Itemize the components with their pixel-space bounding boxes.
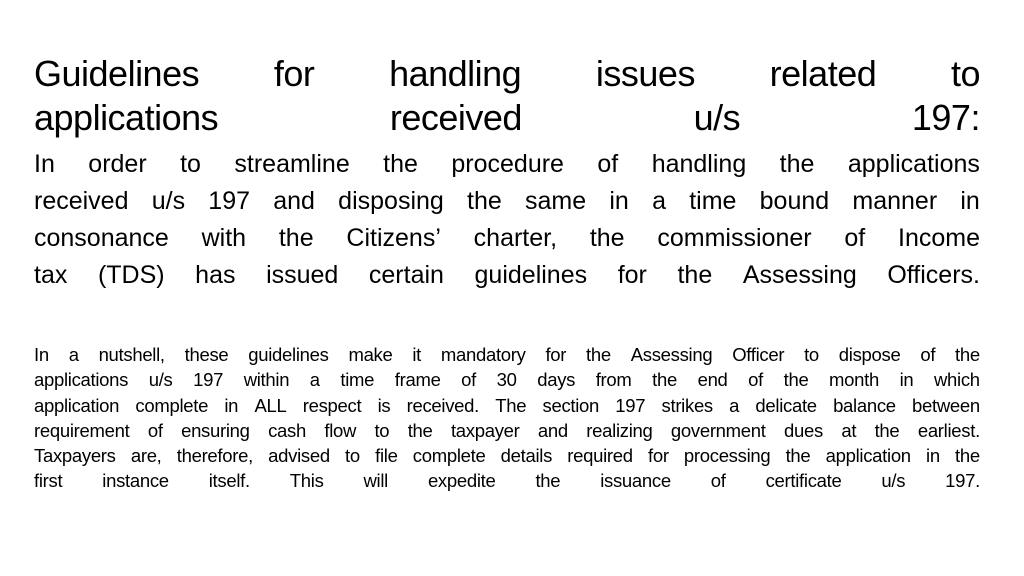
word: flow [324, 419, 357, 441]
text-line [34, 443, 980, 468]
word: delicate [755, 394, 817, 416]
word: handling [651, 150, 747, 178]
word: taxpayer [450, 419, 520, 441]
word: charter, [473, 224, 558, 252]
word: The [495, 394, 527, 416]
text-line [34, 96, 980, 140]
word: commissioner [657, 224, 812, 252]
word: time [340, 369, 375, 391]
text-line [34, 418, 980, 443]
text-line [34, 393, 980, 418]
text-line [34, 468, 980, 493]
text-line [34, 183, 980, 220]
word: (TDS) [97, 261, 165, 289]
word: to [374, 419, 390, 441]
word: file [375, 445, 398, 467]
word: Assessing [742, 261, 857, 289]
word: handling [389, 53, 522, 94]
word: make [348, 344, 393, 365]
word: in [609, 187, 629, 215]
text-line [34, 367, 980, 392]
word: section [542, 394, 600, 416]
word: a [729, 394, 740, 416]
word: related [769, 53, 877, 94]
word: In [34, 344, 49, 365]
word: government [670, 419, 766, 441]
word: respect [302, 394, 362, 416]
word: certain [368, 261, 444, 289]
word: advised [268, 445, 330, 467]
word: in [960, 187, 980, 215]
word: same [525, 187, 587, 215]
word: realizing [586, 419, 653, 441]
word: requirement [34, 419, 130, 441]
word: the [783, 369, 809, 391]
word: between [912, 394, 980, 416]
word: nutshell, [98, 344, 165, 365]
text-line [34, 146, 980, 183]
word: issuance [600, 470, 671, 492]
word: u/s [881, 470, 906, 492]
word: for [647, 445, 669, 467]
word: a [68, 344, 79, 365]
word: dispose [838, 344, 901, 365]
word: the [955, 445, 980, 467]
word: Citizens’ [346, 224, 441, 252]
word: days [537, 369, 576, 391]
word: application [34, 394, 120, 416]
word: end [697, 369, 728, 391]
word: 197 [208, 187, 251, 215]
word: cash [268, 419, 306, 441]
word: received [389, 97, 522, 138]
word: of [748, 369, 763, 391]
word: required [567, 445, 633, 467]
word: are, [130, 445, 162, 467]
word: to [180, 150, 201, 178]
word: u/s [693, 97, 741, 138]
word: ALL [254, 394, 287, 416]
word: procedure [451, 150, 564, 178]
slide-title [34, 52, 980, 140]
word: to [345, 445, 360, 467]
word: u/s [148, 369, 173, 391]
word: processing [683, 445, 771, 467]
word: a [309, 369, 320, 391]
word: with [201, 224, 247, 252]
word: 197: [911, 97, 980, 138]
word: the [677, 261, 713, 289]
word: received. [406, 394, 479, 416]
word: disposing [338, 187, 444, 215]
word: issues [595, 53, 695, 94]
word: of [461, 369, 477, 391]
word: complete [135, 394, 209, 416]
word: Income [898, 224, 980, 252]
word: the [383, 150, 418, 178]
word: applications [34, 369, 129, 391]
word: in [926, 445, 940, 467]
word: instance [102, 470, 169, 492]
word: for [273, 53, 315, 94]
word: tax [34, 261, 68, 289]
paragraph-2 [34, 342, 980, 494]
word: the [874, 419, 900, 441]
word: these [184, 344, 229, 365]
word: Officer [732, 344, 785, 365]
word: applications [34, 97, 219, 138]
word: This [289, 470, 324, 492]
word: ensuring [181, 419, 250, 441]
word: u/s [151, 187, 186, 215]
word: it [412, 344, 422, 365]
word: application [825, 445, 911, 467]
word: the [785, 445, 811, 467]
word: Officers. [887, 261, 980, 289]
word: guidelines [248, 344, 329, 365]
word: is [377, 394, 391, 416]
word: a [652, 187, 666, 215]
word: 197 [615, 394, 646, 416]
word: streamline [234, 150, 350, 178]
word: the [467, 187, 502, 215]
word: expedite [427, 470, 496, 492]
word: bound [759, 187, 830, 215]
word: time [689, 187, 737, 215]
text-line [34, 342, 980, 367]
word: to [950, 53, 980, 94]
word: frame [394, 369, 441, 391]
word: from [595, 369, 632, 391]
word: of [844, 224, 866, 252]
word: of [920, 344, 936, 365]
word: 197. [945, 470, 980, 492]
word: which [934, 369, 980, 391]
word: certificate [765, 470, 842, 492]
word: the [407, 419, 433, 441]
word: issued [266, 261, 339, 289]
word: of [147, 419, 163, 441]
word: received [34, 187, 129, 215]
word: the [652, 369, 677, 391]
word: the [586, 344, 611, 365]
word: consonance [34, 224, 169, 252]
word: 197 [193, 369, 224, 391]
word: for [545, 344, 567, 365]
word: order [88, 150, 147, 178]
word: the [779, 150, 815, 178]
word: Guidelines [34, 53, 200, 94]
word: complete [412, 445, 486, 467]
word: details [500, 445, 553, 467]
word: manner [852, 187, 938, 215]
word: will [363, 470, 388, 492]
word: earliest. [917, 419, 980, 441]
word: month [829, 369, 879, 391]
text-line [34, 257, 980, 294]
word: balance [833, 394, 896, 416]
word: in [224, 394, 239, 416]
word: and [273, 187, 315, 215]
word: the [589, 224, 625, 252]
word: for [617, 261, 647, 289]
paragraph-1 [34, 146, 980, 294]
word: therefore, [176, 445, 253, 467]
word: the [278, 224, 314, 252]
word: 30 [496, 369, 517, 391]
word: Assessing [630, 344, 713, 365]
word: of [710, 470, 726, 492]
word: guidelines [474, 261, 588, 289]
word: of [597, 150, 619, 178]
word: within [243, 369, 290, 391]
word: has [195, 261, 236, 289]
word: first [34, 470, 63, 492]
word: the [955, 344, 980, 365]
word: applications [847, 150, 980, 178]
word: and [537, 419, 568, 441]
text-line [34, 220, 980, 257]
word: at [841, 419, 857, 441]
text-line [34, 52, 980, 96]
word: strikes [661, 394, 713, 416]
word: itself. [208, 470, 250, 492]
word: Taxpayers [34, 445, 116, 467]
word: to [804, 344, 819, 365]
word: in [899, 369, 914, 391]
word: In [34, 150, 55, 178]
word: mandatory [440, 344, 526, 365]
word: the [535, 470, 561, 492]
word: dues [784, 419, 823, 441]
